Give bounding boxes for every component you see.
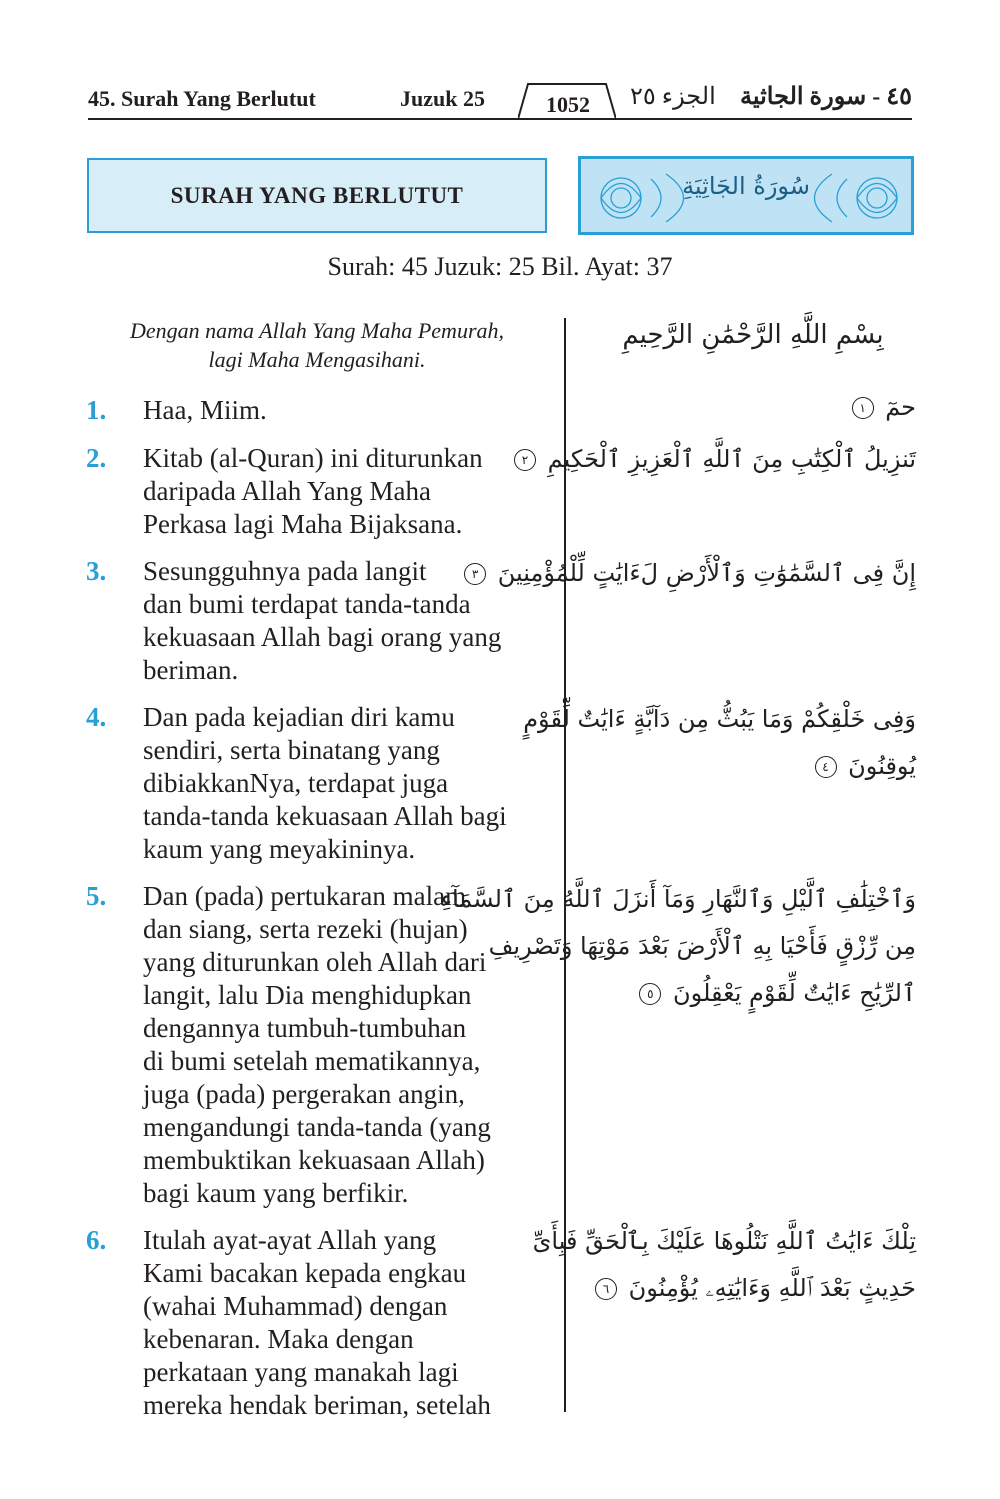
verse-line: Kitab (al-Quran) ini diturunkan [143, 443, 483, 473]
verse-1-arabic [590, 384, 916, 431]
verse-line: Dan pada kejadian diri kamu [143, 702, 455, 732]
verse-line: dibiakkanNya, terdapat juga [143, 768, 449, 798]
verse-line: membuktikan kekuasaan Allah) [143, 1145, 485, 1175]
verse-line: Sesungguhnya pada langit [143, 556, 427, 586]
ayah-mark: ١ [852, 397, 874, 419]
ayah-mark: ٥ [639, 983, 661, 1005]
ayah-mark: ٦ [595, 1278, 617, 1300]
running-header-juz: Juzuk 25 [400, 86, 485, 111]
header-rule [88, 118, 912, 120]
verse-3-arabic [471, 550, 916, 597]
verse-text [143, 394, 573, 427]
surah-title-box [87, 158, 547, 233]
verse-line: kaum yang meyakininya. [143, 834, 416, 864]
running-header-juz-arabic: الجزء ٢٥ [630, 84, 716, 110]
surah-title-arabic: سُورَةُ الجَاثِيَةِ [682, 172, 810, 200]
verse-6-arabic [532, 1218, 916, 1312]
arabic-line: وَٱخْتِلَٰفِ ٱلَّيْلِ وَٱلنَّهَارِ وَمَآ أَنزَلَ ٱللَّهُ مِنَ ٱلسَّمَآءِ [440, 885, 916, 913]
verse-line: dan bumi terdapat tanda-tanda [143, 589, 471, 619]
arabic-line: حمٓ ١ [590, 384, 916, 431]
verse-5-arabic [440, 876, 916, 1017]
verse-line: (wahai Muhammad) dengan [143, 1291, 448, 1321]
verse-line: sendiri, serta binatang yang [143, 735, 440, 765]
ayah-mark: ٣ [464, 563, 486, 585]
verse-text [143, 1224, 573, 1422]
arabic-line: يُوقِنُونَ ٤ [590, 743, 916, 790]
verse-text [143, 442, 573, 541]
surah-title: SURAH YANG BERLUTUT [170, 182, 464, 208]
verse-line: bagi kaum yang berfikir. [143, 1178, 409, 1208]
arabic-line: تِلْكَ ءَايَٰتُ ٱللَّهِ نَتْلُوهَا عَلَيْكَ بِٱلْحَقِّ فَبِأَىِّ [532, 1227, 916, 1255]
verse-line: mereka hendak beriman, setelah [143, 1390, 491, 1420]
arabic-line: ٱلرِّيَٰحِ ءَايَٰتٌ لِّقَوْمٍ يَعْقِلُونَ ٥ [590, 970, 916, 1017]
basmala-arabic: بِسْمِ اللَّهِ الرَّحْمَٰنِ الرَّحِيمِ [622, 320, 884, 350]
verse-line: Kami bacakan kepada engkau [143, 1258, 467, 1288]
arabic-line: حَدِيثٍ بَعْدَ ٱللَّهِ وَءَايَٰتِهِۦ يُؤْمِنُونَ ٦ [590, 1265, 916, 1312]
verse-number: 5. [86, 881, 107, 911]
verse-line: dan siang, serta rezeki (hujan) [143, 914, 468, 944]
ayah-mark: ٤ [815, 756, 837, 778]
verse-line: kekuasaan Allah bagi orang yang [143, 622, 502, 652]
verse-line: juga (pada) pergerakan angin, [143, 1079, 465, 1109]
basmala-line: Dengan nama Allah Yang Maha Pemurah, [130, 318, 504, 343]
basmala-translation [90, 316, 544, 374]
verse-number: 4. [86, 702, 107, 732]
verse-line: tanda-tanda kekuasaan Allah bagi [143, 801, 507, 831]
basmala-line: lagi Maha Mengasihani. [208, 347, 426, 372]
arabic-line: مِن رِّزْقٍ فَأَحْيَا بِهِ ٱلْأَرْضَ بَعْدَ مَوْتِهَا وَتَصْرِيفِ [488, 932, 916, 960]
verse-line: mengandungi tanda-tanda (yang [143, 1112, 491, 1142]
running-header-surah: 45. Surah Yang Berlutut [88, 86, 316, 111]
surah-meta: Surah: 45 Juzuk: 25 Bil. Ayat: 37 [327, 252, 673, 281]
verse-text [143, 701, 573, 866]
verse-line: Dan (pada) pertukaran malam [143, 881, 467, 911]
verse-number: 2. [86, 443, 107, 473]
verse-line: daripada Allah Yang Maha [143, 476, 431, 506]
verse-line: yang diturunkan oleh Allah dari [143, 947, 487, 977]
verse-line: di bumi setelah mematikannya, [143, 1046, 481, 1076]
verse-4-arabic [523, 696, 916, 790]
verse-line: Perkasa lagi Maha Bijaksana. [143, 509, 463, 539]
running-header-surah-arabic: ٤٥ - سورة الجاثية [739, 84, 912, 110]
arabic-line: وَفِى خَلْقِكُمْ وَمَا يَبُثُّ مِن دَآبَّةٍ ءَايَٰتٌ لِّقَوْمٍ [523, 705, 916, 733]
arabic-line: تَنزِيلُ ٱلْكِتَٰبِ مِنَ ٱللَّهِ ٱلْعَزِيزِ ٱلْحَكِيمِ ٢ [590, 436, 916, 483]
verse-number: 3. [86, 556, 107, 586]
verse-line: perkataan yang manakah lagi [143, 1357, 459, 1387]
verse-line: dengannya tumbuh-tumbuhan [143, 1013, 467, 1043]
surah-ornament-box [578, 156, 914, 235]
ayah-mark: ٢ [514, 449, 536, 471]
verse-2-arabic [521, 436, 916, 483]
verse-line: Itulah ayat-ayat Allah yang [143, 1225, 437, 1255]
verse-line: langit, lalu Dia menghidupkan [143, 980, 472, 1010]
page-number: 1052 [546, 92, 590, 117]
verse-line: Haa, Miim. [143, 395, 267, 425]
arabic-line: إِنَّ فِى ٱلسَّمَٰوَٰتِ وَٱلْأَرْضِ لَءَايَٰتٍ لِّلْمُؤْمِنِينَ ٣ [590, 550, 916, 597]
verse-number: 1. [86, 395, 107, 425]
verse-line: beriman. [143, 655, 239, 685]
verse-number: 6. [86, 1225, 107, 1255]
verse-line: kebenaran. Maka dengan [143, 1324, 414, 1354]
